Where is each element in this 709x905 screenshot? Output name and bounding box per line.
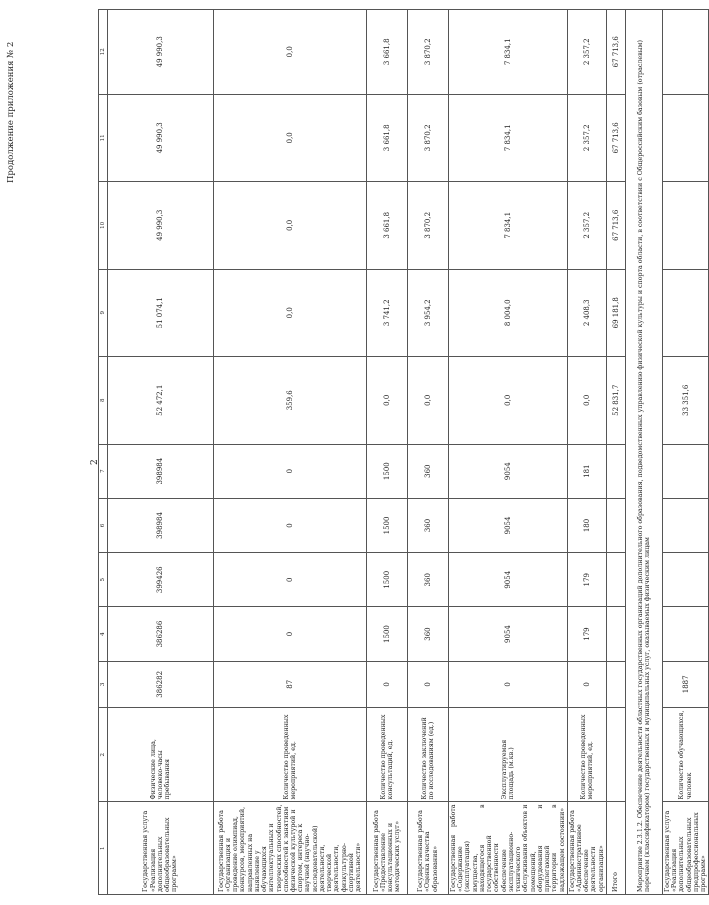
cell-value: 3 661,8 — [367, 94, 408, 181]
column-number-row — [99, 10, 108, 895]
cell-value: 9054 — [449, 607, 568, 661]
cell-value: 398984 — [108, 444, 214, 498]
cell-value: 7 834,1 — [449, 94, 568, 181]
cell-value: 3 661,8 — [367, 10, 408, 95]
cell-value: 180 — [567, 498, 606, 552]
cell-value: 49 990,3 — [108, 94, 214, 181]
indicator-name: Количество проведенных консультаций, ед. — [367, 707, 408, 802]
cell-value: 398984 — [108, 498, 214, 552]
indicator-name: Количество заключений по исследованиям (ед.) — [408, 707, 449, 802]
cell-value: 9054 — [449, 553, 568, 607]
cell-value: 2 408,3 — [567, 269, 606, 356]
cell-value: 3 870,2 — [408, 182, 449, 269]
column-number: 4 — [99, 607, 108, 661]
total-value: 67 713,6 — [606, 182, 625, 269]
cell-value: 3 741,2 — [367, 269, 408, 356]
column-number: 10 — [99, 182, 108, 269]
cell-value: 3 954,2 — [408, 269, 449, 356]
cell-value: 3 870,2 — [408, 10, 449, 95]
cell-value: 49 990,3 — [108, 182, 214, 269]
cell-value: 359,6 — [214, 357, 367, 444]
cell-value: 0,0 — [214, 182, 367, 269]
cell-value: 386282 — [108, 661, 214, 707]
table-row — [214, 10, 367, 895]
cell-value: 360 — [408, 498, 449, 552]
indicator-name: Количество обучающихся, человек — [662, 707, 708, 802]
cell-value: 181 — [567, 444, 606, 498]
cell-value: 399426 — [108, 553, 214, 607]
indicator-name: Количество проведенных мероприятий, ед. — [567, 707, 606, 802]
service-name: Государственная работа «Содержание (эксплуатация) имущества, находящегося в государственной собственности обеспечение эксплуатационно-технического обслуживания объектов и помещений, оборудования и прилегающей территории в надлежащем состоянии» — [449, 802, 568, 895]
cell-value: 0 — [214, 553, 367, 607]
cell-value: 0 — [214, 607, 367, 661]
column-number: 7 — [99, 444, 108, 498]
cell-value: 179 — [567, 607, 606, 661]
cell-value: 0 — [214, 498, 367, 552]
table-row — [108, 10, 214, 895]
column-number: 1 — [99, 802, 108, 895]
cell-value: 2 357,2 — [567, 10, 606, 95]
cell-value: 3 870,2 — [408, 94, 449, 181]
column-number: 12 — [99, 10, 108, 95]
total-label: Итого — [606, 802, 625, 895]
cell-value: 1500 — [367, 607, 408, 661]
column-number: 11 — [99, 94, 108, 181]
column-number: 9 — [99, 269, 108, 356]
cell-value: 0 — [449, 661, 568, 707]
total-value: 52 831,7 — [606, 357, 625, 444]
cell-value: 0 — [214, 444, 367, 498]
cell-value: 179 — [567, 553, 606, 607]
service-name: Государственная услуга «Реализация дополнительных общеобразовательных предпрофессиональных программ» — [662, 802, 708, 895]
service-name: Государственная работа «Организация и проведение олимпиад, конкурсов, мероприятий, направленных на выявление у обучающихся интеллектуальных и творческих способностей, способностей к занятиям физической культурой и спортом, интереса к научной (научно-исследовательской) деятельности, творческой деятельности, физкультурно-спортивной деятельности» — [214, 802, 367, 895]
table-row — [408, 10, 449, 895]
column-number: 6 — [99, 498, 108, 552]
cell-value: 7 834,1 — [449, 10, 568, 95]
cell-value: 1500 — [367, 553, 408, 607]
cell-value: 0 — [367, 661, 408, 707]
indicator-name: Эксплуатируемая площадь (м.кв.) — [449, 707, 568, 802]
table-row — [367, 10, 408, 895]
column-number: 3 — [99, 661, 108, 707]
measure-description: Мероприятие 2.3.1.2. Обеспечение деятельности областных государственных организаций дополнительного образования, подведомственных управлению физической культуры и спорта области, в соответствии с Общероссийским базовым (отраслевым) перечнем (классификатором) государственных и муниципальных услуг, оказываемых физическим лицам — [625, 10, 662, 895]
cell-value: 52 472,1 — [108, 357, 214, 444]
total-value: 69 181,8 — [606, 269, 625, 356]
cell-value: 7 834,1 — [449, 182, 568, 269]
column-number: 2 — [99, 707, 108, 802]
cell-value: 2 357,2 — [567, 182, 606, 269]
cell-value: 9054 — [449, 498, 568, 552]
measure-row — [625, 10, 662, 895]
cell-value: 49 990,3 — [108, 10, 214, 95]
cell-value: 8 004,0 — [449, 269, 568, 356]
cell-value: 0,0 — [567, 357, 606, 444]
total-row — [606, 10, 625, 895]
cell-value: 0,0 — [214, 269, 367, 356]
table-row — [449, 10, 568, 895]
budget-table — [98, 9, 709, 895]
table-row — [662, 10, 708, 895]
cell-value: 0,0 — [449, 357, 568, 444]
indicator-name: Физические лица, человеко-часы пребывания — [108, 707, 214, 802]
service-name: Государственная работа «Административное обеспечение деятельности организации» — [567, 802, 606, 895]
cell-value: 51 074,1 — [108, 269, 214, 356]
cell-value: 87 — [214, 661, 367, 707]
cell-value: 3 661,8 — [367, 182, 408, 269]
table-row — [567, 10, 606, 895]
cell-value: 1887 — [662, 661, 708, 707]
cell-value: 0,0 — [214, 94, 367, 181]
cell-value: 0 — [408, 661, 449, 707]
cell-value: 360 — [408, 553, 449, 607]
cell-value: 0 — [567, 661, 606, 707]
cell-value: 1500 — [367, 444, 408, 498]
cell-value: 0,0 — [367, 357, 408, 444]
service-name: Государственная услуга «Реализация дополнительных общеобразовательных программ» — [108, 802, 214, 895]
service-name: Государственная работа «Оценка качества образования» — [408, 802, 449, 895]
column-number: 5 — [99, 553, 108, 607]
cell-value: 2 357,2 — [567, 94, 606, 181]
cell-value: 360 — [408, 607, 449, 661]
page-number: 2 — [90, 459, 100, 465]
total-value: 67 713,6 — [606, 94, 625, 181]
cell-value: 9054 — [449, 444, 568, 498]
cell-value: 33 351,6 — [662, 357, 708, 444]
column-number: 8 — [99, 357, 108, 444]
total-value: 67 713,6 — [606, 10, 625, 95]
cell-value: 1500 — [367, 498, 408, 552]
indicator-name: Количество проведенных мероприятий, ед. — [214, 707, 367, 802]
cell-value: 386286 — [108, 607, 214, 661]
cell-value: 0,0 — [214, 10, 367, 95]
service-name: Государственная работа «Предоставление консультационных и методических услуг» — [367, 802, 408, 895]
appendix-header: Продолжение приложения № 2 — [6, 41, 16, 183]
cell-value: 360 — [408, 444, 449, 498]
cell-value: 0,0 — [408, 357, 449, 444]
